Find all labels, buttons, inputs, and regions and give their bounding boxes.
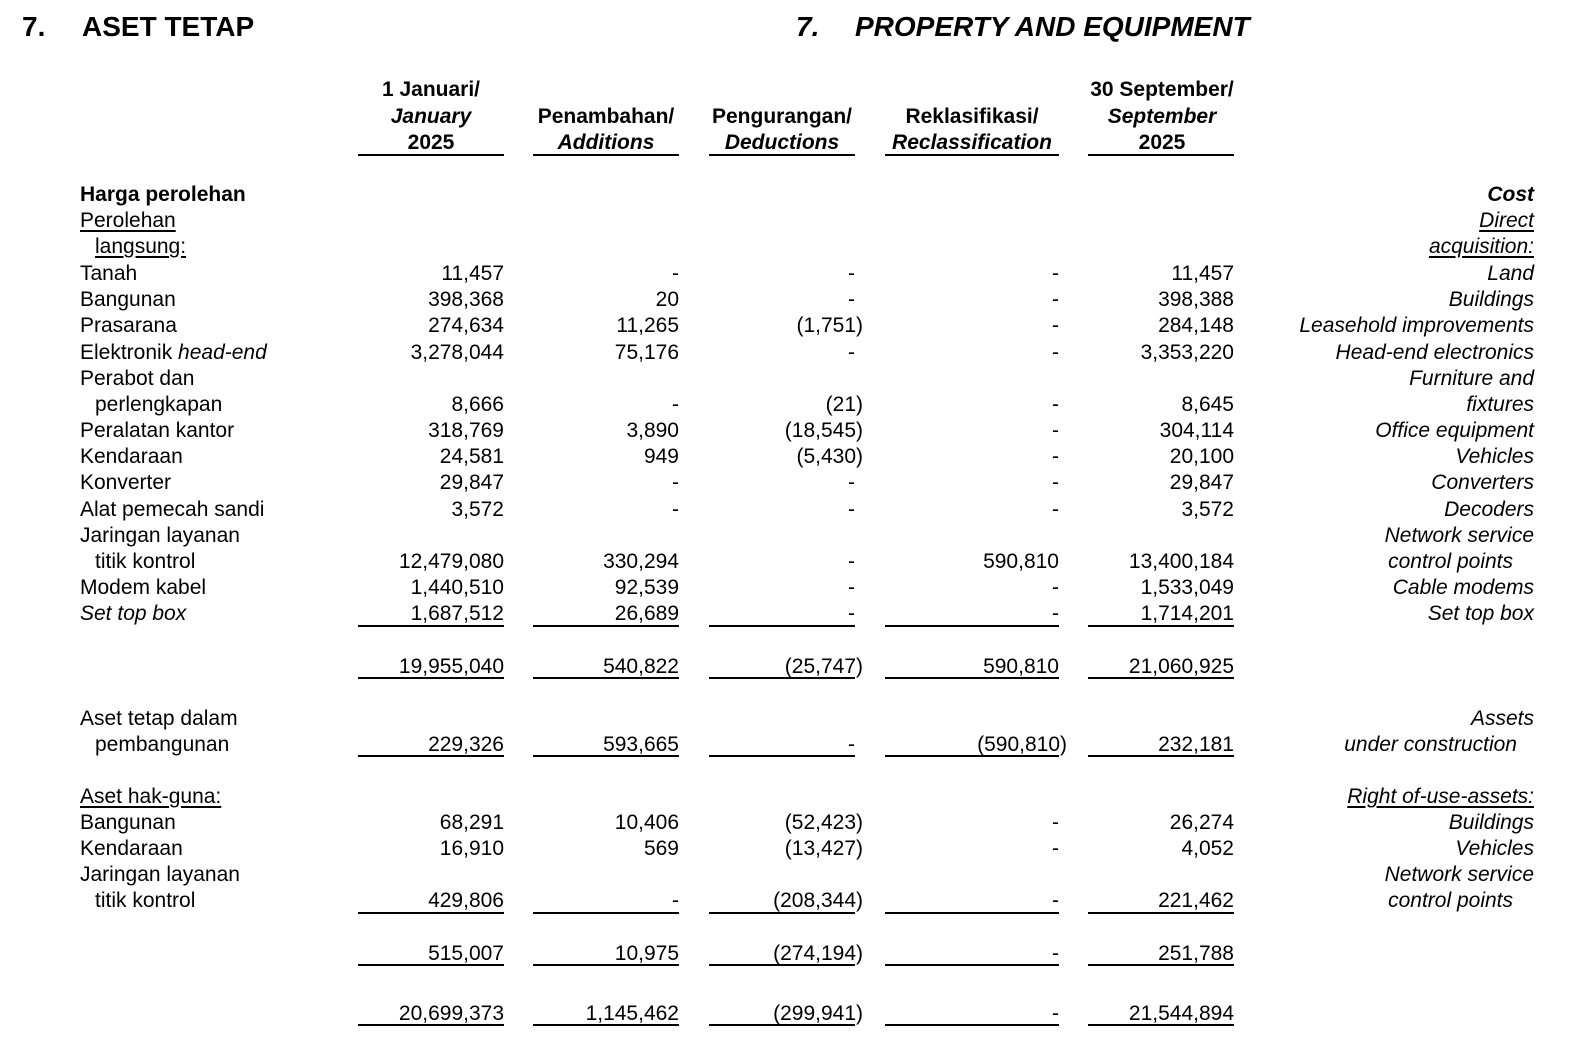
- row-label-en: Vehicles: [1455, 445, 1534, 468]
- subtotal-rule: [1088, 755, 1234, 757]
- subtotal-rule: [709, 964, 855, 966]
- value-cell: 1,440,510: [410, 576, 504, 599]
- grand-total-cell: -: [1052, 1002, 1059, 1025]
- value-cell: 569: [643, 837, 679, 860]
- row-label-en: Buildings: [1448, 811, 1534, 834]
- subtotal-cell: 590,810: [983, 655, 1059, 678]
- subtotal-rule: [358, 677, 504, 679]
- subtotal-cell: (274,194): [773, 942, 863, 965]
- value-cell: 3,353,220: [1140, 341, 1234, 364]
- header-underline: [533, 154, 679, 156]
- row-label-id: Peralatan kantor: [80, 419, 235, 442]
- col-header-deductions-en: Deductions: [724, 131, 840, 154]
- section-number-left: 7.: [22, 11, 46, 42]
- value-cell: -: [848, 498, 855, 521]
- value-cell: 274,634: [428, 314, 504, 337]
- value-cell: 1,687,512: [410, 602, 504, 625]
- value-cell: 26,689: [614, 602, 679, 625]
- value-cell: -: [1052, 811, 1059, 834]
- value-cell: 330,294: [603, 550, 679, 573]
- subtotal-rule: [709, 755, 855, 757]
- value-cell: -: [1052, 262, 1059, 285]
- row-label-en: fixtures: [1466, 393, 1534, 416]
- row-label-en: Land: [1487, 262, 1534, 285]
- section-number-right: 7.: [796, 11, 820, 42]
- header-underline: [885, 154, 1059, 156]
- subtotal-rule: [709, 677, 855, 679]
- row-label-id: titik kontrol: [95, 889, 196, 912]
- grand-total-cell: 21,544,894: [1128, 1002, 1234, 1025]
- col-header-additions-en: Additions: [557, 131, 655, 154]
- page-title-indonesian: ASET TETAP: [82, 11, 255, 42]
- row-label-id: Perolehan: [80, 209, 176, 232]
- value-cell: -: [1052, 393, 1059, 416]
- value-cell: 949: [643, 445, 679, 468]
- row-label-en: Furniture and: [1409, 367, 1534, 390]
- row-label-id: Set top box: [80, 602, 187, 625]
- row-label-id: Kendaraan: [80, 837, 183, 860]
- value-cell: 593,665: [603, 733, 679, 756]
- value-cell: 232,181: [1158, 733, 1234, 756]
- row-label-en: Decoders: [1444, 498, 1534, 521]
- row-label-id: Prasarana: [80, 314, 177, 337]
- value-cell: 229,326: [428, 733, 504, 756]
- row-label-id: perlengkapan: [95, 393, 223, 416]
- grand-total-rule: [533, 1024, 679, 1026]
- col-header-sep-en: September: [1107, 105, 1217, 128]
- subtotal-rule: [358, 912, 504, 914]
- row-label-id: langsung:: [95, 235, 187, 258]
- value-cell: 29,847: [1169, 471, 1234, 494]
- row-label-en: Assets: [1470, 707, 1534, 730]
- row-label-id: Jaringan layanan: [80, 524, 240, 547]
- row-label-en: Network service: [1384, 524, 1534, 547]
- subtotal-rule: [885, 625, 1059, 627]
- value-cell: 68,291: [439, 811, 504, 834]
- row-label-id: Kendaraan: [80, 445, 183, 468]
- subtotal-cell: 19,955,040: [398, 655, 504, 678]
- value-cell: 1,533,049: [1140, 576, 1234, 599]
- row-label-id: titik kontrol: [95, 550, 196, 573]
- value-cell: -: [672, 262, 679, 285]
- row-label-id: Aset tetap dalam: [80, 707, 238, 730]
- value-cell: (18,545): [784, 419, 863, 442]
- subtotal-rule: [885, 755, 1059, 757]
- value-cell: -: [848, 341, 855, 364]
- value-cell: 12,479,080: [398, 550, 504, 573]
- subtotal-rule: [1088, 625, 1234, 627]
- row-label-id: Konverter: [80, 471, 172, 494]
- row-label-en: Direct: [1479, 209, 1534, 232]
- subtotal-cell: 251,788: [1158, 942, 1234, 965]
- value-cell: 221,462: [1158, 889, 1234, 912]
- value-cell: -: [672, 393, 679, 416]
- value-cell: 3,278,044: [410, 341, 504, 364]
- col-header-additions-id: Penambahan/: [537, 105, 675, 128]
- value-cell: 10,406: [614, 811, 679, 834]
- value-cell: (21): [825, 393, 863, 416]
- grand-total-rule: [709, 1024, 855, 1026]
- row-label-id: pembangunan: [95, 733, 230, 756]
- row-label-en: control points: [1388, 550, 1513, 573]
- grand-total-cell: (299,941): [773, 1002, 863, 1025]
- row-label-id: Tanah: [80, 262, 138, 285]
- row-label-id: Harga perolehan: [80, 183, 246, 206]
- subtotal-cell: 540,822: [603, 655, 679, 678]
- col-header-jan-year: 2025: [407, 131, 455, 154]
- subtotal-rule: [1088, 964, 1234, 966]
- value-cell: 318,769: [428, 419, 504, 442]
- subtotal-rule: [533, 964, 679, 966]
- value-cell: 3,572: [1181, 498, 1234, 521]
- row-label-en: Converters: [1431, 471, 1534, 494]
- row-label-id: Modem kabel: [80, 576, 207, 599]
- value-cell: 24,581: [439, 445, 504, 468]
- value-cell: -: [672, 471, 679, 494]
- value-cell: -: [848, 550, 855, 573]
- row-label-en: Office equipment: [1375, 419, 1534, 442]
- value-cell: 75,176: [614, 341, 679, 364]
- value-cell: 3,890: [626, 419, 679, 442]
- row-label-id: Elektronik head-end: [80, 341, 267, 364]
- subtotal-rule: [533, 755, 679, 757]
- subtotal-rule: [709, 625, 855, 627]
- value-cell: 4,052: [1181, 837, 1234, 860]
- value-cell: -: [1052, 498, 1059, 521]
- value-cell: 29,847: [439, 471, 504, 494]
- grand-total-rule: [885, 1024, 1059, 1026]
- value-cell: -: [1052, 341, 1059, 364]
- subtotal-rule: [533, 625, 679, 627]
- value-cell: -: [1052, 602, 1059, 625]
- subtotal-rule: [709, 912, 855, 914]
- subtotal-rule: [885, 912, 1059, 914]
- subtotal-rule: [358, 964, 504, 966]
- subtotal-cell: 515,007: [428, 942, 504, 965]
- value-cell: -: [672, 889, 679, 912]
- row-label-id: Bangunan: [80, 811, 176, 834]
- value-cell: 398,368: [428, 288, 504, 311]
- row-label-id: Alat pemecah sandi: [80, 498, 265, 521]
- subtotal-cell: 21,060,925: [1128, 655, 1234, 678]
- value-cell: -: [1052, 576, 1059, 599]
- col-header-reclass-id: Reklasifikasi/: [905, 105, 1039, 128]
- value-cell: 13,400,184: [1128, 550, 1234, 573]
- value-cell: -: [672, 498, 679, 521]
- row-label-en: under construction: [1344, 733, 1517, 756]
- grand-total-cell: 20,699,373: [398, 1002, 504, 1025]
- value-cell: 11,265: [616, 314, 679, 337]
- value-cell: (5,430): [796, 445, 863, 468]
- row-label-en: Vehicles: [1455, 837, 1534, 860]
- subtotal-rule: [533, 912, 679, 914]
- value-cell: 284,148: [1158, 314, 1234, 337]
- subtotal-rule: [358, 625, 504, 627]
- grand-total-rule: [358, 1024, 504, 1026]
- col-header-jan-id: 1 Januari/: [381, 78, 481, 101]
- row-label-en: acquisition:: [1428, 235, 1534, 258]
- row-label-en: Network service: [1384, 863, 1534, 886]
- value-cell: -: [1052, 419, 1059, 442]
- value-cell: -: [848, 471, 855, 494]
- row-label-id: Aset hak-guna:: [80, 785, 222, 808]
- subtotal-rule: [533, 677, 679, 679]
- value-cell: 20,100: [1169, 445, 1234, 468]
- col-header-sep-year: 2025: [1138, 131, 1186, 154]
- row-label-en: Leasehold improvements: [1299, 314, 1534, 337]
- value-cell: -: [1052, 837, 1059, 860]
- row-label-id: Bangunan: [80, 288, 176, 311]
- col-header-deductions-id: Pengurangan/: [711, 105, 853, 128]
- subtotal-cell: 10,975: [614, 942, 679, 965]
- subtotal-rule: [1088, 677, 1234, 679]
- header-underline: [1088, 154, 1234, 156]
- value-cell: 1,714,201: [1140, 602, 1234, 625]
- value-cell: -: [1052, 288, 1059, 311]
- value-cell: 26,274: [1169, 811, 1234, 834]
- subtotal-rule: [1088, 912, 1234, 914]
- value-cell: -: [848, 733, 855, 756]
- value-cell: 92,539: [614, 576, 679, 599]
- grand-total-rule: [1088, 1024, 1234, 1026]
- row-label-en: Head-end electronics: [1335, 341, 1534, 364]
- value-cell: (1,751): [796, 314, 863, 337]
- subtotal-rule: [885, 677, 1059, 679]
- value-cell: 304,114: [1159, 419, 1234, 442]
- grand-total-cell: 1,145,462: [585, 1002, 679, 1025]
- page-title-english: PROPERTY AND EQUIPMENT: [855, 11, 1250, 42]
- subtotal-cell: (25,747): [784, 655, 863, 678]
- value-cell: (590,810): [977, 733, 1067, 756]
- row-label-en: Cable modems: [1392, 576, 1534, 599]
- col-header-sep-id: 30 September/: [1090, 78, 1234, 101]
- header-underline: [358, 154, 504, 156]
- value-cell: -: [848, 576, 855, 599]
- value-cell: -: [1052, 314, 1059, 337]
- row-label-id: Jaringan layanan: [80, 863, 240, 886]
- row-label-en: Buildings: [1448, 288, 1534, 311]
- value-cell: 398,388: [1158, 288, 1234, 311]
- value-cell: 3,572: [451, 498, 504, 521]
- value-cell: -: [848, 288, 855, 311]
- subtotal-rule: [358, 755, 504, 757]
- row-label-id: Perabot dan: [80, 367, 195, 390]
- value-cell: 20: [655, 288, 679, 311]
- value-cell: 590,810: [983, 550, 1059, 573]
- value-cell: -: [1052, 445, 1059, 468]
- col-header-jan-en: January: [390, 105, 472, 128]
- value-cell: 11,457: [441, 262, 504, 285]
- value-cell: 11,457: [1171, 262, 1234, 285]
- row-label-en: control points: [1388, 889, 1513, 912]
- value-cell: -: [1052, 471, 1059, 494]
- row-label-en: Set top box: [1427, 602, 1534, 625]
- value-cell: -: [1052, 889, 1059, 912]
- header-underline: [709, 154, 855, 156]
- row-label-en: Cost: [1487, 183, 1534, 206]
- value-cell: (13,427): [784, 837, 863, 860]
- col-header-reclass-en: Reclassification: [892, 131, 1052, 154]
- value-cell: (52,423): [784, 811, 863, 834]
- value-cell: 8,666: [451, 393, 504, 416]
- value-cell: (208,344): [773, 889, 863, 912]
- value-cell: 16,910: [439, 837, 504, 860]
- value-cell: 8,645: [1181, 393, 1234, 416]
- value-cell: 429,806: [428, 889, 504, 912]
- subtotal-rule: [885, 964, 1059, 966]
- value-cell: -: [848, 262, 855, 285]
- row-label-en: Right of-use-assets:: [1347, 785, 1534, 808]
- subtotal-cell: -: [1052, 942, 1059, 965]
- value-cell: -: [848, 602, 855, 625]
